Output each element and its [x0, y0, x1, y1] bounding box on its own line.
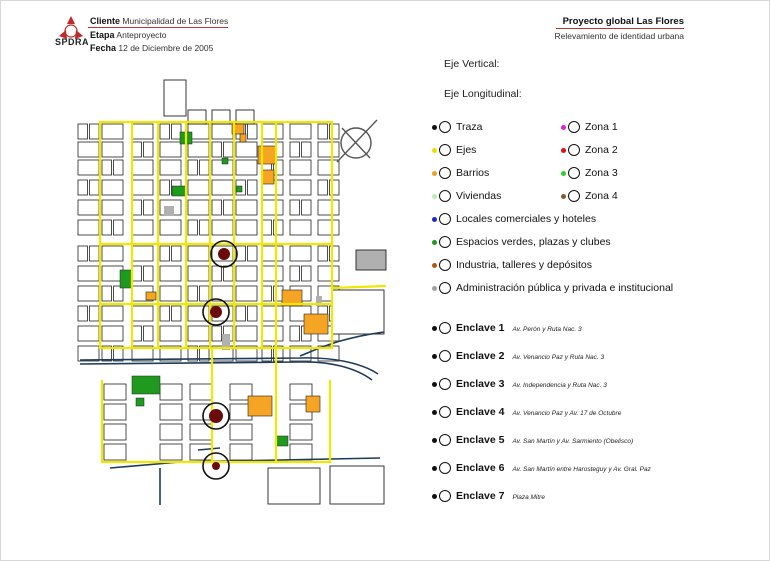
enclave-address: Av. Venancio Paz y Av. 17 de Octubre: [512, 410, 622, 417]
zone-dot-icon: [561, 171, 566, 176]
legend-item-8: [432, 282, 673, 294]
enclave-name: Enclave 6: [456, 462, 505, 474]
zone-dot-icon: [561, 125, 566, 130]
enclave-circle-icon: [439, 350, 451, 362]
header-etapa: Etapa Anteproyecto: [90, 30, 167, 40]
legend-dot-icon: [432, 240, 437, 245]
legend-circle-icon: [439, 121, 451, 133]
eje-vertical-label: Eje Vertical:: [444, 58, 500, 70]
header-fecha: Fecha 12 de Diciembre de 2005: [90, 43, 214, 53]
enclave-item-1: [432, 322, 582, 334]
enclave-name: Enclave 1: [456, 322, 505, 334]
legend-dot-icon: [432, 286, 437, 291]
enclave-dot-icon: [432, 494, 437, 499]
enclave-address: Av. Perón y Ruta Nac. 3: [512, 326, 582, 333]
enclave-address: Plaza Mitre: [512, 494, 545, 501]
legend-dot-icon: [432, 125, 437, 130]
enclave-name: Enclave 7: [456, 490, 505, 502]
eje-longitudinal-label: Eje Longitudinal:: [444, 88, 522, 100]
legend-label: Traza: [456, 121, 483, 133]
enclave-address: Av. Venancio Paz y Ruta Nac. 3: [512, 354, 605, 361]
legend-zone-3: [561, 167, 618, 179]
zone-circle-icon: [568, 190, 580, 202]
enclave-dot-icon: [432, 410, 437, 415]
legend-circle-icon: [439, 213, 451, 225]
legend-label: Espacios verdes, plazas y clubes: [456, 236, 611, 248]
enclave-item-7: [432, 490, 545, 502]
zone-label: Zona 3: [585, 167, 618, 179]
zone-label: Zona 1: [585, 121, 618, 133]
zone-dot-icon: [561, 148, 566, 153]
project-title: Proyecto global Las Flores: [562, 16, 684, 27]
enclave-address: Av. San Martín y Av. Sarmiento (Obelisco): [512, 438, 634, 445]
legend-circle-icon: [439, 259, 451, 271]
zone-circle-icon: [568, 167, 580, 179]
enclave-address: Av. Independencia y Ruta Nac. 3: [512, 382, 607, 389]
zone-dot-icon: [561, 194, 566, 199]
enclave-item-5: [432, 434, 633, 446]
legend-label: Barrios: [456, 167, 490, 179]
enclave-name: Enclave 5: [456, 434, 505, 446]
legend-item-3: [432, 167, 489, 179]
enclave-name: Enclave 3: [456, 378, 505, 390]
legend-circle-icon: [439, 282, 451, 294]
legend-circle-icon: [439, 167, 451, 179]
enclave-item-4: [432, 406, 621, 418]
legend-zone-4: [561, 190, 618, 202]
legend-zone-2: [561, 144, 618, 156]
enclave-name: Enclave 4: [456, 406, 505, 418]
enclave-name: Enclave 2: [456, 350, 505, 362]
legend-label: Industria, talleres y depósitos: [456, 259, 592, 271]
legend-item-7: [432, 259, 592, 271]
enclave-dot-icon: [432, 438, 437, 443]
enclave-circle-icon: [439, 462, 451, 474]
enclave-circle-icon: [439, 406, 451, 418]
legend-item-2: [432, 144, 476, 156]
enclave-circle-icon: [439, 378, 451, 390]
legend-label: Administración pública y privada e institucional: [456, 282, 674, 294]
enclave-dot-icon: [432, 326, 437, 331]
legend-item-6: [432, 236, 611, 248]
legend-circle-icon: [439, 190, 451, 202]
logo-text: SPDRA: [55, 37, 90, 47]
enclave-address: Av. San Martín entre Harosteguy y Av. Gral. Paz: [512, 466, 651, 473]
legend-circle-icon: [439, 236, 451, 248]
legend-label: Viviendas: [456, 190, 502, 202]
enclave-item-3: [432, 378, 607, 390]
map-blocks: [78, 80, 386, 504]
legend-label: Locales comerciales y hoteles: [456, 213, 597, 225]
zone-label: Zona 2: [585, 144, 618, 156]
header-cliente: Cliente Municipalidad de Las Flores: [90, 16, 229, 26]
crossed-circle-icon: [337, 120, 377, 162]
enclave-item-6: [432, 462, 651, 474]
enclave-dot-icon: [432, 354, 437, 359]
legend-item-5: [432, 213, 596, 225]
legend-circle-icon: [439, 144, 451, 156]
zone-circle-icon: [568, 144, 580, 156]
zone-label: Zona 4: [585, 190, 618, 202]
enclave-circle-icon: [439, 490, 451, 502]
enclave-item-2: [432, 350, 604, 362]
legend-dot-icon: [432, 148, 437, 153]
enclave-circle-icon: [439, 434, 451, 446]
enclave-circle-icon: [439, 322, 451, 334]
legend-dot-icon: [432, 171, 437, 176]
legend-item-4: [432, 190, 501, 202]
legend-dot-icon: [432, 217, 437, 222]
legend-item-1: [432, 121, 482, 133]
legend-zone-1: [561, 121, 618, 133]
enclave-dot-icon: [432, 382, 437, 387]
legend-dot-icon: [432, 263, 437, 268]
legend-dot-icon: [432, 194, 437, 199]
legend-label: Ejes: [456, 144, 477, 156]
enclave-dot-icon: [432, 466, 437, 471]
zone-circle-icon: [568, 121, 580, 133]
project-subtitle: Relevamiento de identidad urbana: [554, 31, 684, 41]
